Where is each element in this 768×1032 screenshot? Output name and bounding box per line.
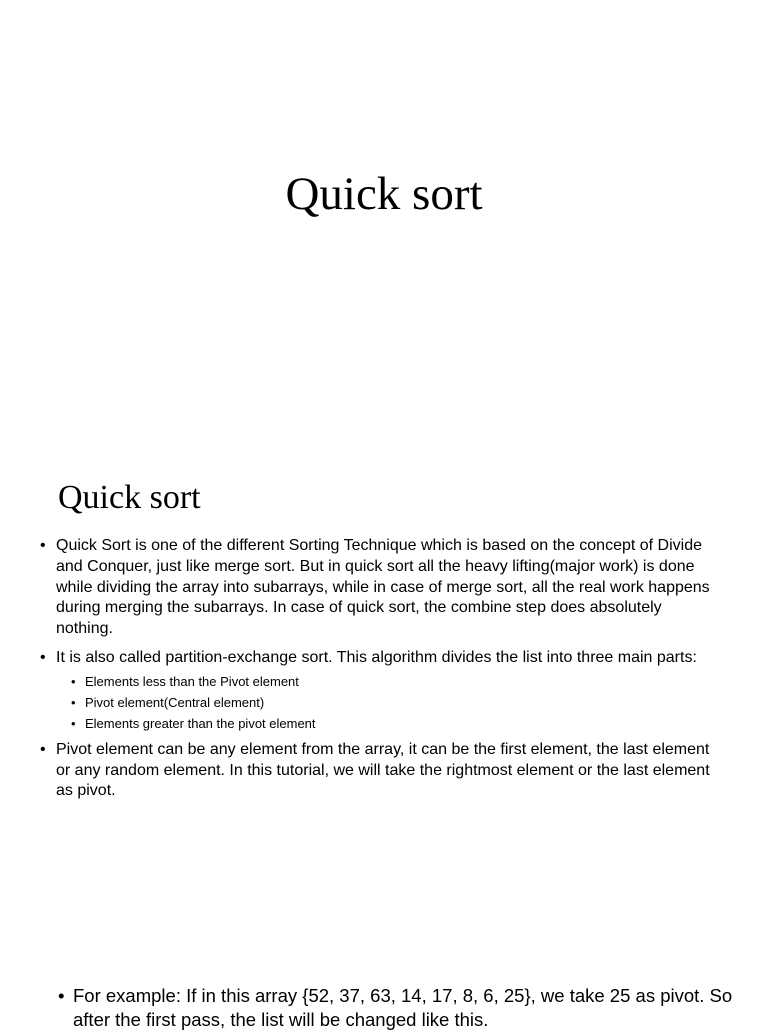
sub-bullet-item: • Pivot element(Central element) (56, 694, 718, 711)
sub-bullet-item: • Elements less than the Pivot element (56, 673, 718, 690)
bullet-item (38, 648, 718, 732)
example-bullet-list (58, 984, 738, 1032)
example-bullet-item: • For example: If in this array {52, 37, 63, 14, 17, 8, 6, 25}, we take 25 as pivot. So after the first pass, the list will be changed like this. (58, 984, 738, 1032)
slide-title: Quick sort (285, 168, 483, 220)
bullet-list (38, 536, 718, 810)
bullet-text: Pivot element can be any element from the array, it can be the first element, the last element or any random element. In this tutorial, we will take the rightmost element or the last element as pivot. (56, 740, 710, 800)
bullet-text: Quick Sort is one of the different Sorting Technique which is based on the concept of Divide and Conquer, just like merge sort. But in quick sort all the heavy lifting(major work) is done while dividing the array into subarrays, while in case of merge sort, all the real work happens during merging the subarrays. In case of quick sort, the combine step does absolutely nothing. (56, 537, 710, 638)
bullet-item (38, 740, 718, 802)
sub-bullet-list (56, 673, 718, 732)
bullet-item (38, 536, 718, 640)
bullet-text: It is also called partition-exchange sort. This algorithm divides the list into three main parts: (56, 648, 697, 666)
sub-bullet-item: • Elements greater than the pivot element (56, 715, 718, 732)
section-heading: Quick sort (58, 479, 201, 516)
